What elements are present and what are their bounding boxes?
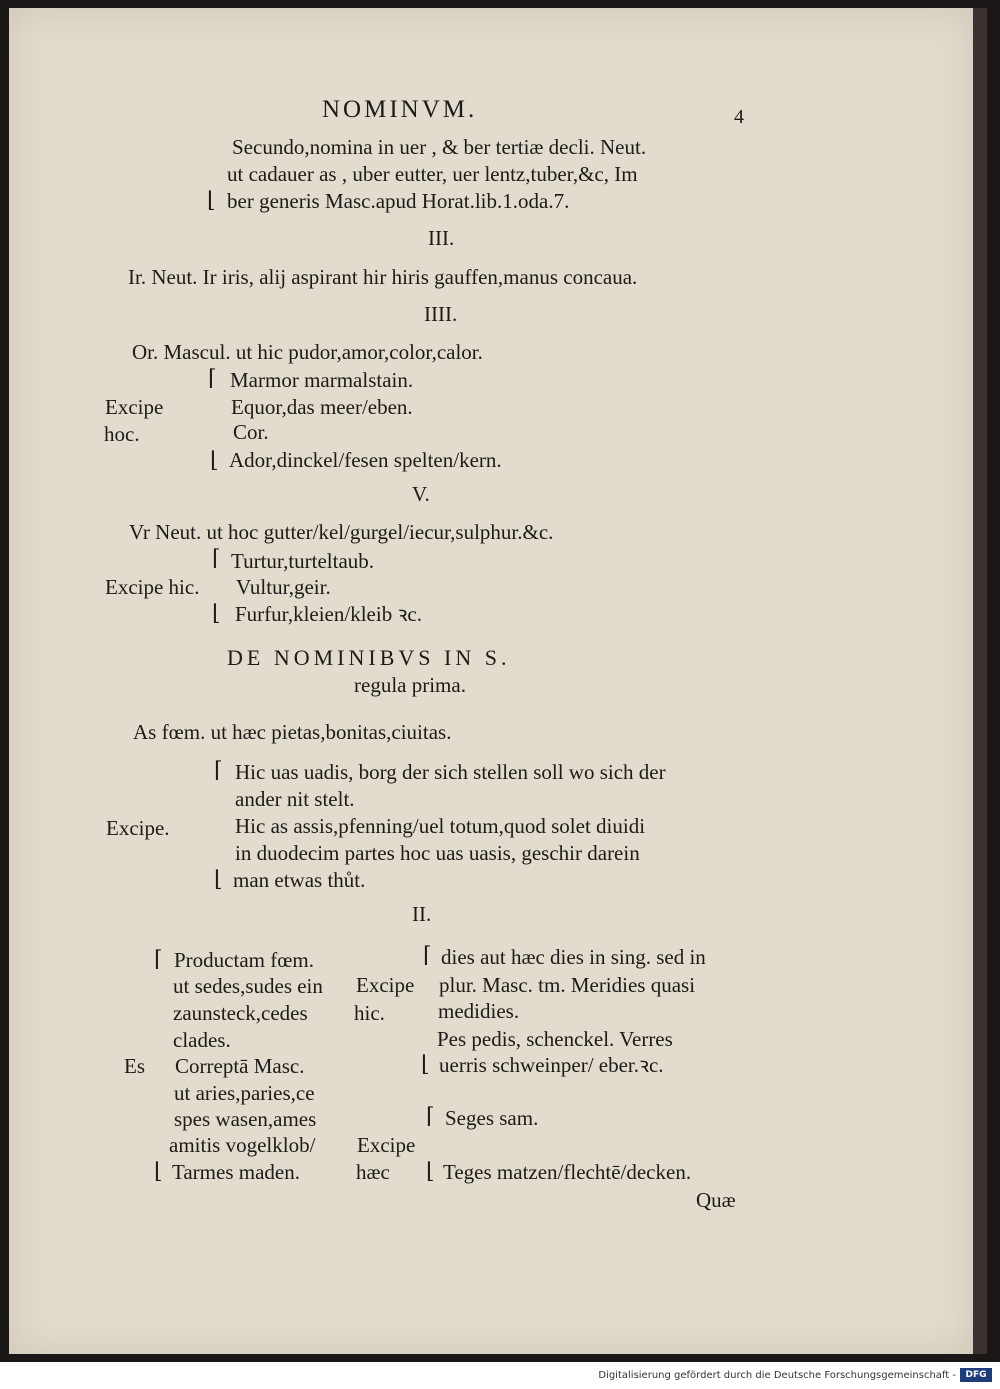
rule-line: Tarmes maden.: [172, 1160, 300, 1184]
section-heading: DE NOMINIBVS IN S.: [227, 645, 511, 670]
bracket-bottom: ⌊: [212, 601, 221, 626]
running-head: NOMINVM.: [322, 96, 478, 123]
page-edge: [973, 8, 987, 1354]
margin-label: Excipe: [356, 973, 415, 997]
exception-line: uerris schweinper/ eber.ꝛc.: [439, 1053, 664, 1077]
exception-line: dies aut hæc dies in sing. sed in: [441, 945, 706, 969]
text-line: Vr Neut. ut hoc gutter/kel/gurgel/iecur,sulphur.&c.: [129, 520, 554, 544]
exception-line: Marmor marmalstain.: [230, 368, 414, 392]
margin-label: Es: [124, 1054, 145, 1078]
rule-line: amitis vogelklob/: [169, 1133, 316, 1157]
text-line: ut cadauer as , uber eutter, uer lentz,tuber,&c, Im: [227, 162, 638, 186]
bracket-top: ⌈: [214, 758, 223, 783]
bracket-bottom: ⌊: [154, 1159, 163, 1184]
section-number: IIII.: [424, 302, 458, 326]
bracket-bottom: ⌊: [210, 448, 219, 473]
rule-line: zaunsteck,cedes: [173, 1001, 308, 1025]
bracket-top: ⌈: [423, 943, 432, 968]
exception-line: medidies.: [438, 999, 520, 1023]
footer-bar: [0, 1362, 1000, 1389]
folio-number: 4: [734, 106, 744, 128]
dfg-logo: DFG: [960, 1368, 992, 1382]
margin-label: hæc: [356, 1160, 390, 1184]
text-line: ber generis Masc.apud Horat.lib.1.oda.7.: [227, 189, 570, 213]
section-number: V.: [412, 482, 430, 506]
exception-line: man etwas thůt.: [233, 868, 366, 892]
rule-line: ut sedes,sudes ein: [173, 974, 323, 998]
bracket-bottom: ⌊: [426, 1159, 435, 1184]
text-line: Ir. Neut. Ir iris, alij aspirant hir hiris gauffen,manus concaua.: [128, 265, 638, 289]
exception-line: Hic uas uadis, borg der sich stellen soll wo sich der: [235, 760, 666, 784]
text-line: Secundo,nomina in uer , & ber tertiæ decli. Neut.: [232, 135, 647, 159]
rule-line: Correptā Masc.: [175, 1054, 305, 1078]
exception-line: Equor,das meer/eben.: [231, 395, 413, 419]
exception-line: in duodecim partes hoc uas uasis, geschir darein: [235, 841, 640, 865]
margin-label: hic.: [354, 1001, 385, 1025]
exception-line: ander nit stelt.: [235, 787, 355, 811]
bracket-bottom: ⌊: [214, 867, 223, 892]
funding-credit: Digitalisierung gefördert durch die Deutsche Forschungsgemeinschaft -: [598, 1370, 956, 1381]
exception-line: Furfur,kleien/kleib ꝛc.: [235, 602, 422, 626]
margin-label: Excipe: [357, 1133, 416, 1157]
exception-line: Pes pedis, schenckel. Verres: [437, 1027, 673, 1051]
rule-line: ut aries,paries,ce: [174, 1081, 315, 1105]
rule-line: clades.: [173, 1028, 231, 1052]
bracket-bottom: ⌊: [421, 1052, 430, 1077]
exception-line: Ador,dinckel/fesen spelten/kern.: [229, 448, 502, 472]
bracket-bottom: ⌊: [207, 188, 216, 213]
exception-line: Cor.: [233, 420, 269, 444]
bracket-top: ⌈: [426, 1104, 435, 1129]
exception-line: Turtur,turteltaub.: [231, 549, 375, 573]
bracket-top: ⌈: [154, 947, 163, 972]
exception-line: plur. Masc. tm. Meridies quasi: [439, 973, 696, 997]
bracket-top: ⌈: [212, 546, 221, 571]
section-number: II.: [412, 902, 432, 926]
section-subheading: regula prima.: [354, 673, 466, 697]
text-line: As fœm. ut hæc pietas,bonitas,ciuitas.: [133, 720, 452, 744]
exception-line: Hic as assis,pfenning/uel totum,quod solet diuidi: [235, 814, 646, 838]
exception-line: Seges sam.: [445, 1106, 539, 1130]
margin-label: Excipe.: [106, 816, 170, 840]
catchword: Quæ: [696, 1188, 736, 1212]
exception-line: Teges matzen/flechtē/decken.: [443, 1160, 692, 1184]
text-line: Or. Mascul. ut hic pudor,amor,color,calor.: [132, 340, 483, 364]
bracket-top: ⌈: [208, 366, 217, 391]
margin-label: Excipe: [105, 395, 164, 419]
section-number: III.: [428, 226, 455, 250]
margin-label: Excipe hic.: [105, 575, 200, 599]
rule-line: spes wasen,ames: [174, 1107, 317, 1131]
exception-line: Vultur,geir.: [236, 575, 331, 599]
margin-label: hoc.: [104, 422, 140, 446]
rule-line: Productam fœm.: [174, 948, 314, 972]
